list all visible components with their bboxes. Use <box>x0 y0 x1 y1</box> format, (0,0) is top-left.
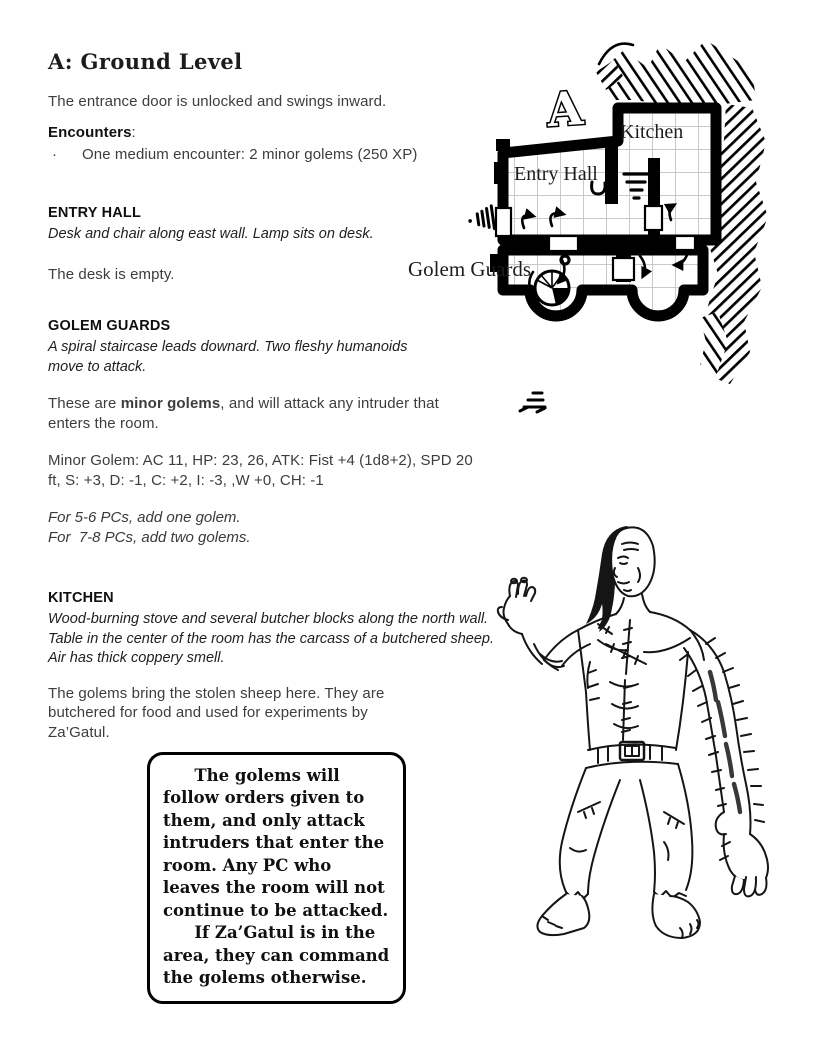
kitchen-body: The golems bring the stolen sheep here. They are butchered for food and used for experiments by Za’Gatul. <box>48 684 385 741</box>
callout-paragraph-1: The golems will follow orders given to them, and only attack intruders that enter the room. Any PC who leaves the room will not continue to be attacked. <box>163 766 389 920</box>
dungeon-map <box>400 12 770 414</box>
map-label-entry-hall: Entry Hall <box>514 163 598 185</box>
encounters-label: Encounters <box>48 124 132 141</box>
golem-guards-body-bold: minor golems <box>120 395 221 412</box>
gm-callout-box <box>147 752 406 1004</box>
knock-marks-icon <box>467 206 495 232</box>
minor-golem-stat-block: Minor Golem: AC 11, HP: 23, 26, ATK: Fist +4 (1d8+2), SPD 20 ft, S: +3, D: -1, C: +2, I: -3, ,W +0, CH: -1 <box>48 452 473 489</box>
golem-guards-body-post: , and will attack any intruder that enters the room. <box>48 395 439 432</box>
encounters-colon: : <box>131 124 136 141</box>
golem-illustration-svg <box>478 512 778 947</box>
page-title: A: Ground Level <box>48 49 243 74</box>
callout-paragraph-2: If Za’Gatul is in the area, they can command the golems otherwise. <box>163 923 390 987</box>
map-label-kitchen: Kitchen <box>620 121 684 143</box>
dungeon-map-svg <box>400 12 770 414</box>
map-label-golem-guards: Golem Guards <box>408 257 532 281</box>
door-kitchen-to-guards <box>675 236 695 250</box>
debris-mark <box>520 393 545 412</box>
door-guards-middle <box>613 258 634 280</box>
bullet-icon: · <box>52 145 58 163</box>
door-west <box>496 208 511 236</box>
door-kitchen-nook <box>645 206 662 230</box>
golem-guards-body <box>48 394 448 433</box>
intro-paragraph: The entrance door is unlocked and swings inward. <box>48 93 387 110</box>
golem-guards-read-aloud: A spiral staircase leads downard. Two fleshy humanoids move to attack. <box>48 339 408 375</box>
scaling-line-2: For 7-8 PCs, add two golems. <box>48 529 251 546</box>
golem-illustration <box>478 512 778 947</box>
entry-hall-body: The desk is empty. <box>48 265 175 283</box>
kitchen-read-aloud: Wood-burning stove and several butcher blocks along the north wall. Table in the center of the room has the carcass of a butchered sheep. Air has thick coppery smell. <box>48 611 495 666</box>
golem-guards-heading: GOLEM GUARDS <box>48 318 171 334</box>
scaling-line-1: For 5-6 PCs, add one golem. <box>48 509 241 526</box>
encounter-item-text: One medium encounter: 2 minor golems (250 XP) <box>82 145 418 163</box>
entry-hall-heading: ENTRY HALL <box>48 205 142 221</box>
kitchen-heading: KITCHEN <box>48 590 114 606</box>
golem-guards-floor <box>503 250 703 316</box>
entry-hall-read-aloud: Desk and chair along east wall. Lamp sits on desk. <box>48 226 374 242</box>
map-area-letter: A <box>545 80 585 138</box>
door-entry-to-guards <box>549 236 578 251</box>
scaling-notes <box>48 508 498 548</box>
section-kitchen <box>48 589 518 742</box>
golem-guards-body-pre: These are <box>48 395 121 412</box>
